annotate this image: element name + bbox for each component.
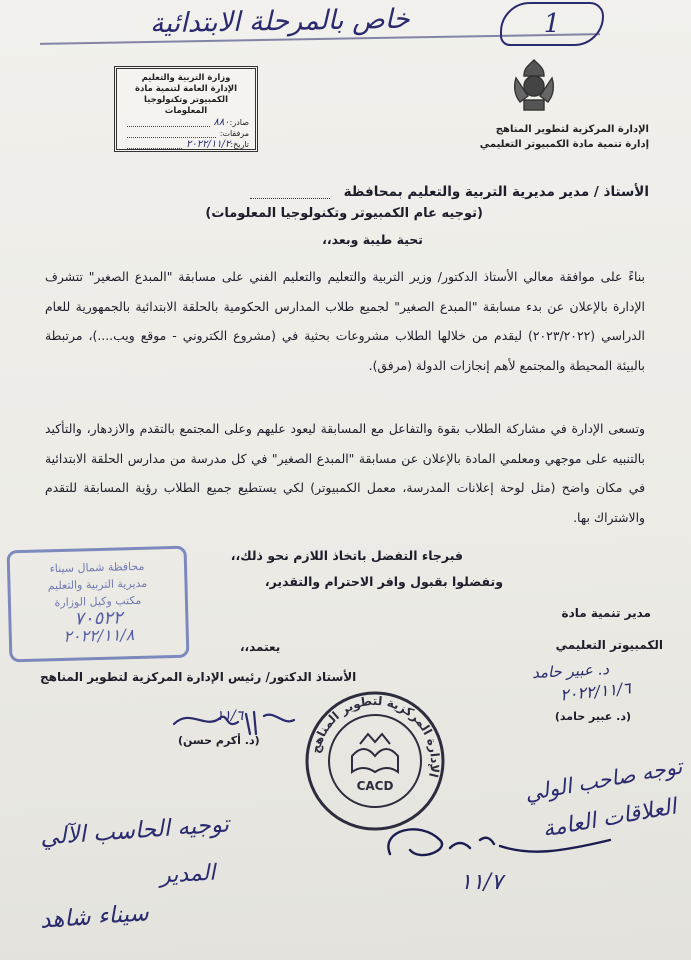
- note-left-line-1: توجيه الحاسب الآلي: [39, 811, 230, 851]
- ref-label: صادر:: [229, 118, 249, 127]
- note-right-line-1: توجه صاحب الولي: [523, 754, 684, 806]
- head-handwritten-date: ١١/٦: [216, 708, 244, 724]
- request-line: فبرجاء التفضل باتخاذ اللازم نحو ذلك،،: [230, 548, 463, 563]
- approved-label: يعتمد،،: [240, 640, 281, 654]
- director-handwritten-name: د. عبير حامد: [531, 659, 610, 683]
- note-left-line-2: المدير: [159, 860, 216, 889]
- note-left-line-3: سيناء شاهد: [39, 900, 150, 934]
- stamp-line: محافظة شمال سيناء: [49, 559, 145, 576]
- head-name: (د. أكرم حسن): [178, 734, 260, 747]
- body-paragraph-1: بناءً على موافقة معالي الأستاذ الدكتور/ وزير التربية والتعليم والتعليم الفني على مسابقة "المبدع الصغير" تتشرف الإدارة بالإعلان عن بدء مسابقة "المبدع الصغير" لجميع طلاب المدارس الحكومية بالحلقة الابتدائية بالجمهورية للعام الدراسي (٢٠٢٣/٢٠٢٢) ليقدم من خلالها الطلاب مشروعات بحثية في (مشروع الكتروني - موقع ويب....)، مرتبطة بالبيئة المحيطة والمجتمع لأهم إنجازات الدولة (مرفق).: [45, 269, 645, 373]
- ministry-line: الكمبيوتر وتكنولوجيا المعلومات: [144, 95, 228, 116]
- seal-ring-text: الإدارة المركزية لتطوير المناهج: [308, 693, 443, 779]
- handwritten-title: خاص بالمرحلة الابتدائية: [149, 3, 410, 40]
- date-label: تاريخ:: [230, 140, 249, 149]
- seal-monogram: CACD: [356, 779, 394, 793]
- addressee-sub: (توجيه عام الكمبيوتر وتكنولوجيا المعلومات): [205, 206, 483, 221]
- stamp-incoming-number: ٧٠٥٢٢: [73, 607, 123, 630]
- date-value: ٢٠٢٢/١١/٢: [186, 139, 231, 150]
- dept-line: إدارة تنمية مادة الكمبيوتر التعليمي: [479, 139, 649, 150]
- body-paragraph-2: وتسعى الإدارة في مشاركة الطلاب بقوة والتفاعل مع المسابقة ليعود عليهم وعلى المجتمع بالتقدم والازدهار، والتأكيد بالتنبيه على موجهي ومعلمي المادة بالإعلان عن مسابقة "المبدع الصغير" في كل مدرسة من مدارس الحلقة الابتدائية في مكان واضح (مثل لوحة إعلانات المدرسة، معمل الكمبيوتر) لكي يستطيع جميع الطلاب رؤية المسابقة للتقدم والاشتراك بها.: [45, 421, 645, 525]
- greeting: تحية طيبة وبعد،،: [322, 232, 423, 247]
- addressee: الأستاذ / مدير مديرية التربية والتعليم بمحافظة: [343, 184, 649, 200]
- closing-line: وتفضلوا بقبول وافر الاحترام والتقدير،: [264, 574, 503, 589]
- page-number-value: 1: [543, 9, 561, 39]
- stamp-line: مديرية التربية والتعليم: [47, 576, 148, 593]
- note-bottom-date: ١١/٧: [460, 870, 503, 895]
- ministry-emblem-icon: [510, 56, 558, 116]
- attach-label: مرفقات:: [219, 129, 249, 138]
- ministry-line: وزارة التربية والتعليم: [141, 73, 231, 83]
- date-row: [123, 139, 249, 150]
- director-title-2: الكمبيوتر التعليمي: [555, 638, 663, 652]
- head-title: الأستاذ الدكتور/ رئيس الإدارة المركزية لتطوير المناهج: [40, 670, 357, 684]
- dept-line: الإدارة المركزية لتطوير المناهج: [495, 124, 649, 135]
- incoming-stamp: [7, 546, 190, 663]
- ministry-registration-box: [114, 66, 258, 152]
- director-handwritten-date: ٢٠٢٢/١١/٦: [559, 678, 632, 705]
- stamp-date: ٢٠٢٢/١١/٨: [63, 625, 135, 646]
- director-name: (د. عبير حامد): [554, 710, 631, 723]
- department-header: [409, 122, 649, 152]
- addressee-dots: [250, 198, 330, 199]
- page-number: [500, 2, 604, 46]
- ref-row: [123, 117, 249, 128]
- stamp-line: مكتب وكيل الوزارة: [54, 593, 142, 610]
- attach-row: [123, 128, 249, 139]
- ref-value: ٨٨٠: [213, 117, 230, 128]
- note-right-line-2: العلاقات العامة: [540, 794, 679, 843]
- ministry-line: الإدارة العامة لتنمية مادة: [134, 84, 238, 94]
- director-title-1: مدير تنمية مادة: [561, 606, 651, 620]
